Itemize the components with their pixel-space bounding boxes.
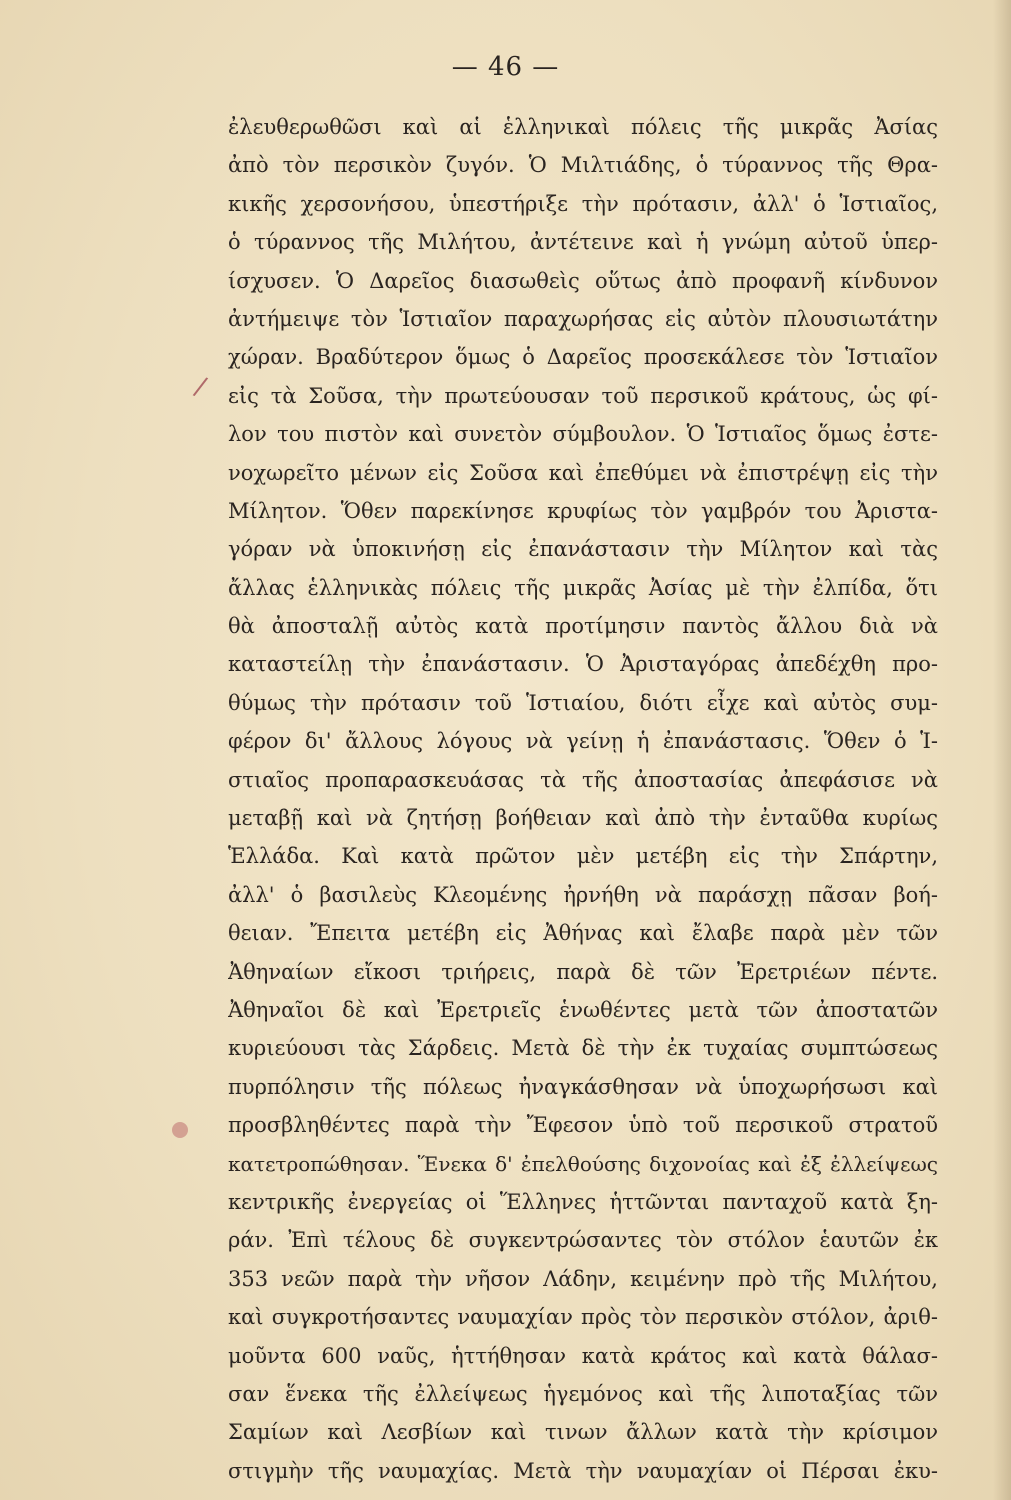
text-line: κατετροπώθησαν. Ἕνεκα δ' ἐπελθούσης διχονοίας καὶ ἐξ ἐλλείψεως xyxy=(228,1151,938,1176)
text-line: στιγμὴν τῆς ναυμαχίας. Μετὰ τὴν ναυμαχίαν οἱ Πέρσαι ἐκυ- xyxy=(228,1458,938,1483)
text-line: εἰς τὰ Σοῦσα, τὴν πρωτεύουσαν τοῦ περσικοῦ κράτους, ὡς φί- xyxy=(228,383,938,408)
text-line: κικῆς χερσονήσου, ὑπεστήριξε τὴν πρότασιν, ἀλλ' ὁ Ἱστιαῖος, xyxy=(228,191,938,216)
text-line: σαν ἕνεκα τῆς ἐλλείψεως ἡγεμόνος καὶ τῆς λιποταξίας τῶν xyxy=(228,1381,938,1406)
text-line: λον του πιστὸν καὶ συνετὸν σύμβουλον. Ὁ Ἱστιαῖος ὅμως ἐστε- xyxy=(228,422,938,447)
text-line: κεντρικῆς ἐνεργείας οἱ Ἕλληνες ἡττῶνται πανταχοῦ κατὰ ξη- xyxy=(228,1189,938,1214)
text-line: καταστείλῃ τὴν ἐπανάστασιν. Ὁ Ἀρισταγόρας ἀπεδέχθη προ- xyxy=(228,652,938,677)
text-line: ἀπὸ τὸν περσικὸν ζυγόν. Ὁ Μιλτιάδης, ὁ τύραννος τῆς Θρα- xyxy=(228,153,938,178)
text-line: ἐλευθερωθῶσι καὶ αἱ ἑλληνικαὶ πόλεις τῆς μικρᾶς Ἀσίας xyxy=(228,115,938,139)
text-line: Σαμίων καὶ Λεσβίων καὶ τινων ἄλλων κατὰ τὴν κρίσιμον xyxy=(228,1420,938,1445)
text-line: ράν. Ἐπὶ τέλους δὲ συγκεντρώσαντες τὸν στόλον ἑαυτῶν ἐκ xyxy=(228,1228,938,1253)
text-line: νοχωρεῖτο μένων εἰς Σοῦσα καὶ ἐπεθύμει νὰ ἐπιστρέψῃ εἰς τὴν xyxy=(228,460,938,485)
text-line: Ἑλλάδα. Καὶ κατὰ πρῶτον μὲν μετέβη εἰς τὴν Σπάρτην, xyxy=(228,844,938,869)
text-line: Ἀθηναίων εἴκοσι τριήρεις, παρὰ δὲ τῶν Ἐρετριέων πέντε. xyxy=(228,959,938,984)
text-line: ἀλλ' ὁ βασιλεὺς Κλεομένης ἠρνήθη νὰ παράσχῃ πᾶσαν βοή- xyxy=(228,882,938,907)
text-line: μοῦντα 600 ναῦς, ἡττήθησαν κατὰ κράτος καὶ κατὰ θάλασ- xyxy=(228,1343,938,1368)
body-text xyxy=(228,108,938,1490)
text-line: μεταβῇ καὶ νὰ ζητήσῃ βοήθειαν καὶ ἀπὸ τὴν ἐνταῦθα κυρίως xyxy=(228,806,938,831)
ink-stain xyxy=(172,1122,188,1138)
margin-pencil-mark: / xyxy=(191,371,210,403)
text-line: προσβληθέντες παρὰ τὴν Ἔφεσον ὑπὸ τοῦ περσικοῦ στρατοῦ xyxy=(228,1113,938,1138)
text-line: καὶ συγκροτήσαντες ναυμαχίαν πρὸς τὸν περσικὸν στόλον, ἀριθ- xyxy=(228,1305,938,1330)
text-line: 353 νεῶν παρὰ τὴν νῆσον Λάδην, κειμένην πρὸ τῆς Μιλήτου, xyxy=(228,1266,938,1291)
text-line: ίσχυσεν. Ὁ Δαρεῖος διασωθεὶς οὕτως ἀπὸ προφανῆ κίνδυνον xyxy=(228,268,938,293)
text-line: Ἀθηναῖοι δὲ καὶ Ἐρετριεῖς ἑνωθέντες μετὰ τῶν ἀποστατῶν xyxy=(228,997,938,1022)
text-line: ἄλλας ἑλληνικὰς πόλεις τῆς μικρᾶς Ἀσίας μὲ τὴν ἐλπίδα, ὅτι xyxy=(228,575,938,600)
page-number: — 46 — xyxy=(451,52,560,82)
text-line: στιαῖος προπαρασκευάσας τὰ τῆς ἀποστασίας ἀπεφάσισε νὰ xyxy=(228,767,938,792)
text-line: χώραν. Βραδύτερον ὅμως ὁ Δαρεῖος προσεκάλεσε τὸν Ἱστιαῖον xyxy=(228,345,938,370)
text-line: θειαν. Ἔπειτα μετέβη εἰς Ἀθήνας καὶ ἔλαβε παρὰ μὲν τῶν xyxy=(228,921,938,946)
text-line: γόραν νὰ ὑποκινήσῃ εἰς ἐπανάστασιν τὴν Μίλητον καὶ τὰς xyxy=(228,537,938,562)
text-line: Μίλητον. Ὅθεν παρεκίνησε κρυφίως τὸν γαμβρόν του Ἀριστα- xyxy=(228,498,938,523)
text-line: ἀντήμειψε τὸν Ἱστιαῖον παραχωρήσας εἰς αὐτὸν πλουσιωτάτην xyxy=(228,306,938,331)
text-line: ὁ τύραννος τῆς Μιλήτου, ἀντέτεινε καὶ ἡ γνώμη αὐτοῦ ὑπερ- xyxy=(228,230,938,255)
text-line: κυριεύουσι τὰς Σάρδεις. Μετὰ δὲ τὴν ἐκ τυχαίας συμπτώσεως xyxy=(228,1036,938,1061)
text-line: φέρον δι' ἄλλους λόγους νὰ γείνῃ ἡ ἐπανάστασις. Ὅθεν ὁ Ἱ- xyxy=(228,729,938,754)
text-line: πυρπόλησιν τῆς πόλεως ἠναγκάσθησαν νὰ ὑποχωρήσωσι καὶ xyxy=(228,1074,938,1099)
text-line: θὰ ἀποσταλῇ αὐτὸς κατὰ προτίμησιν παντὸς ἄλλου διὰ νὰ xyxy=(228,614,938,639)
text-line: θύμως τὴν πρότασιν τοῦ Ἱστιαίου, διότι εἶχε καὶ αὐτὸς συμ- xyxy=(228,690,938,715)
spine-shadow xyxy=(993,0,1011,1500)
